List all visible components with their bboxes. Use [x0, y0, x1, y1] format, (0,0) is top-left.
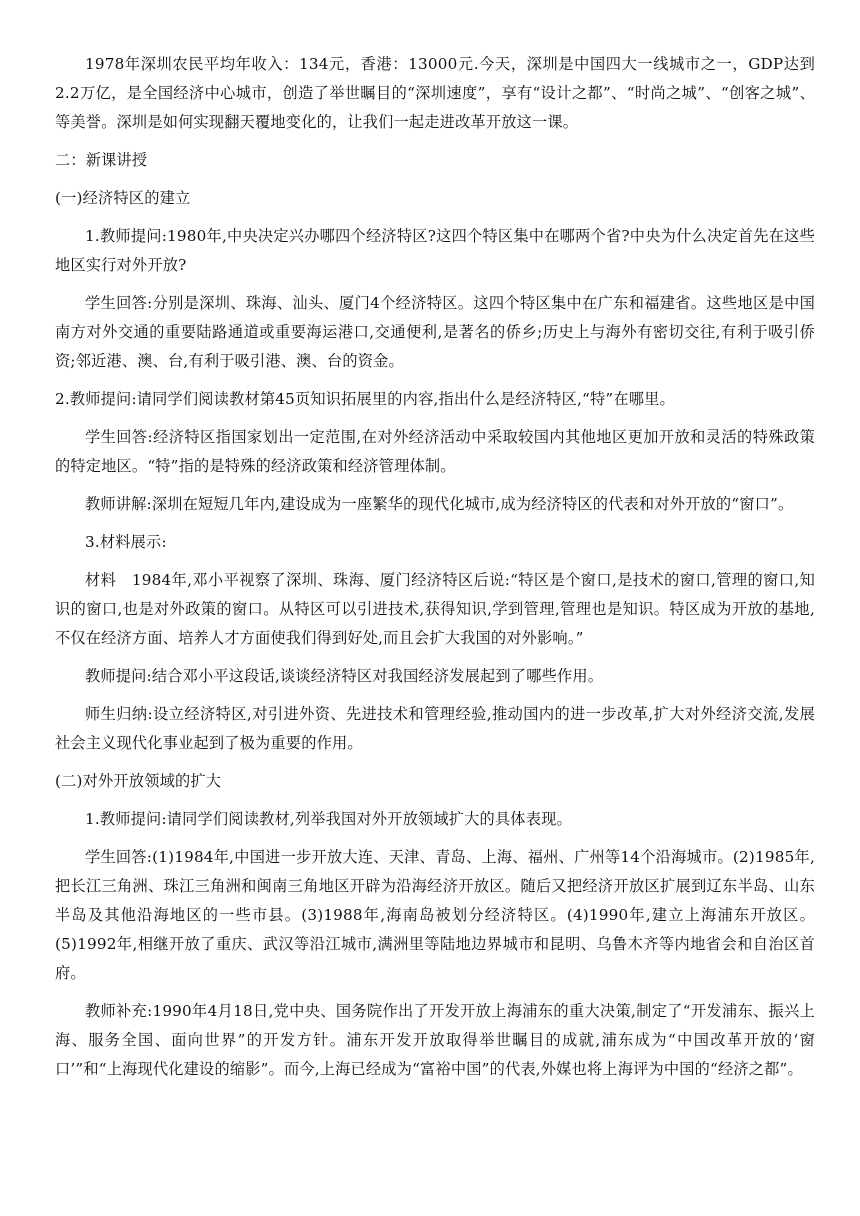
- teacher-question-1: 1.教师提问:1980年,中央决定兴办哪四个经济特区?这四个特区集中在哪两个省?中央为什么决定首先在这些地区实行对外开放?: [55, 227, 815, 274]
- material-quote: 材料 1984年,邓小平视察了深圳、珠海、厦门经济特区后说:“特区是个窗口,是技术的窗口,管理的窗口,知识的窗口,也是对外政策的窗口。从特区可以引进技术,获得知识,学到管理,管理也是知识。特区成为开放的基地,不仅在经济方面、培养人才方面使我们得到好处,而且会扩大我国的对外影响。”: [55, 571, 815, 647]
- subsection-heading-opening-up: (二)对外开放领域的扩大: [55, 772, 222, 790]
- student-answer-4: 学生回答:(1)1984年,中国进一步开放大连、天津、青岛、上海、福州、广州等14个沿海城市。(2)1985年,把长江三角洲、珠江三角洲和闽南三角地区开辟为沿海经济开放区。随后又把经济开放区扩展到辽东半岛、山东半岛及其他沿海地区的一些市县。(3)1988年,海南岛被划分经济特区。(4)1990年,建立上海浦东开放区。(5)1992年,相继开放了重庆、武汉等沿江城市,满洲里等陆地边界城市和昆明、乌鲁木齐等内地省会和自治区首府。: [55, 848, 815, 982]
- subsection-heading-special-zones: (一)经济特区的建立: [55, 189, 191, 207]
- intro-paragraph: 1978年深圳农民平均年收入：134元，香港：13000元.今天，深圳是中国四大一线城市之一，GDP达到2.2万亿，是全国经济中心城市，创造了举世瞩目的“深圳速度”，享有“设计之都”、“时尚之城”、“创客之城”、等美誉。深圳是如何实现翻天覆地变化的，让我们一起走进改革开放这一课。: [55, 55, 815, 131]
- student-answer-1: 学生回答:分别是深圳、珠海、汕头、厦门4个经济特区。这四个特区集中在广东和福建省。这些地区是中国南方对外交通的重要陆路通道或重要海运港口,交通便利,是著名的侨乡;历史上与海外有密切交往,有利于吸引侨资;邻近港、澳、台,有利于吸引港、澳、台的资金。: [55, 294, 815, 370]
- teacher-supplement: 教师补充:1990年4月18日,党中央、国务院作出了开发开放上海浦东的重大决策,制定了“开发浦东、振兴上海、服务全国、面向世界”的开发方针。浦东开发开放取得举世瞩目的成就,浦东成为“中国改革开放的‘窗口’”和“上海现代化建设的缩影”。而今,上海已经成为“富裕中国”的代表,外媒也将上海评为中国的“经济之都”。: [55, 1002, 815, 1078]
- teacher-explanation: 教师讲解:深圳在短短几年内,建设成为一座繁华的现代化城市,成为经济特区的代表和对外开放的“窗口”。: [85, 495, 794, 513]
- teacher-question-3: 教师提问:结合邓小平这段话,谈谈经济特区对我国经济发展起到了哪些作用。: [85, 667, 604, 685]
- teacher-question-4: 1.教师提问:请同学们阅读教材,列举我国对外开放领域扩大的具体表现。: [85, 810, 572, 828]
- teacher-question-2: 2.教师提问:请同学们阅读教材第45页知识拓展里的内容,指出什么是经济特区,“特”在哪里。: [55, 390, 675, 408]
- material-display-heading: 3.材料展示:: [85, 533, 167, 551]
- summary-paragraph: 师生归纳:设立经济特区,对引进外资、先进技术和管理经验,推动国内的进一步改革,扩大对外经济交流,发展社会主义现代化事业起到了极为重要的作用。: [55, 705, 815, 752]
- student-answer-2: 学生回答:经济特区指国家划出一定范围,在对外经济活动中采取较国内其他地区更加开放和灵活的特殊政策的特定地区。“特”指的是特殊的经济政策和经济管理体制。: [55, 428, 815, 475]
- section-heading-new-lesson: 二：新课讲授: [55, 151, 148, 169]
- document-page: [55, 50, 815, 1084]
